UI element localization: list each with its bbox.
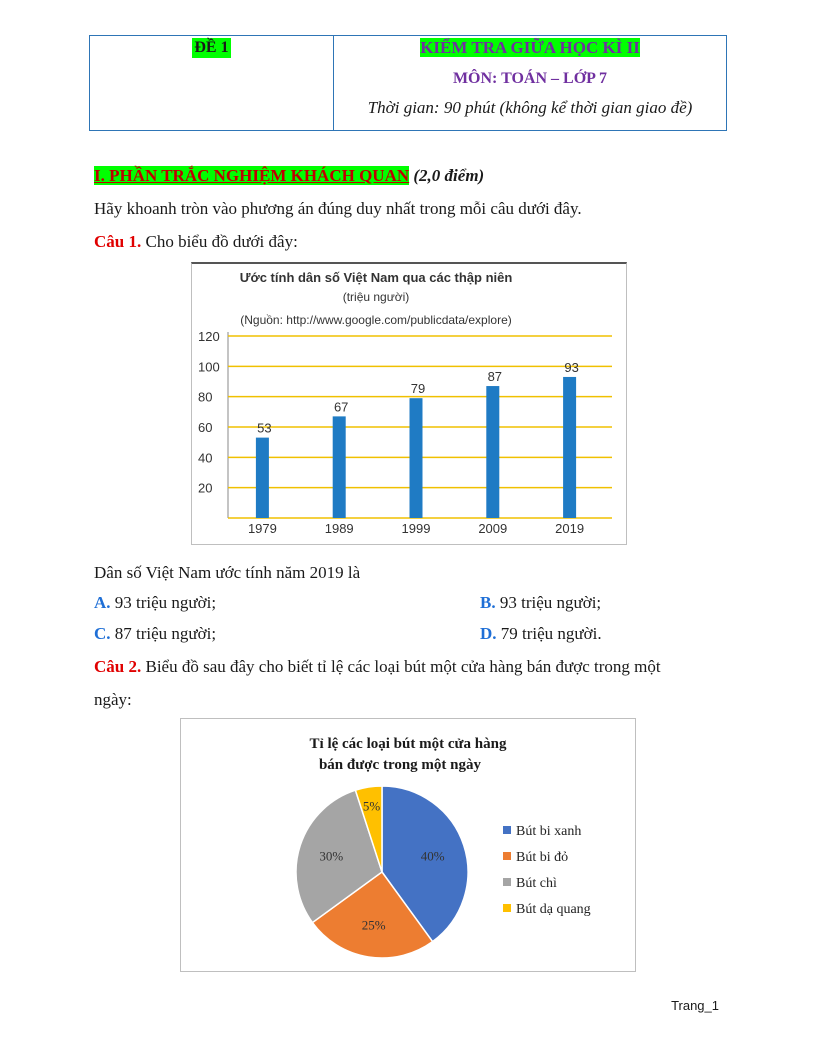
exam-title — [334, 38, 726, 58]
legend-label: Bút chì — [516, 876, 557, 891]
bar-chart-x-tick-label: 1979 — [247, 521, 277, 536]
bar-chart-bar — [486, 386, 499, 518]
bar-chart-data-label: 79 — [410, 381, 426, 397]
exam-title-text: KIỂM TRA GIỮA HỌC KÌ II — [420, 38, 640, 57]
question-2-text-cont: ngày: — [94, 690, 132, 709]
population-bar-chart — [191, 262, 627, 545]
bar-chart-bars — [248, 360, 584, 536]
option-a[interactable] — [94, 592, 216, 614]
pie-chart-svg — [181, 719, 635, 971]
bar-chart-source: (Nguồn: http://www.google.com/publicdata/explore) — [240, 313, 512, 327]
section-points: (2,0 điểm) — [413, 166, 485, 185]
pie-chart-legend — [503, 824, 591, 917]
bar-chart-x-tick-label: 1999 — [401, 521, 431, 536]
question-1-text: Cho biểu đồ dưới đây: — [145, 232, 298, 251]
bar-chart-subtitle: (triệu người) — [342, 290, 410, 304]
pie-slice-label: 25% — [361, 917, 386, 933]
section-instruction: Hãy khoanh tròn vào phương án đúng duy nhất trong mỗi câu dưới đây. — [94, 199, 582, 218]
pie-slice-label: 5% — [362, 798, 381, 814]
pen-sales-pie-chart — [180, 718, 636, 972]
bar-chart-x-tick-label: 2009 — [478, 521, 508, 536]
bar-chart-bar — [256, 438, 269, 518]
bar-chart-y-tick-label: 120 — [198, 329, 220, 344]
bar-chart-bar — [410, 398, 423, 518]
page-number: Trang_1 — [671, 998, 719, 1013]
legend-swatch — [503, 852, 511, 860]
option-c[interactable] — [94, 623, 216, 645]
legend-swatch — [503, 904, 511, 912]
question-2 — [94, 656, 661, 678]
option-b[interactable] — [480, 592, 601, 614]
exam-subject: MÔN: TOÁN – LỚP 7 — [452, 70, 608, 87]
exam-code-cell — [90, 36, 334, 130]
option-d-label: D. — [480, 624, 497, 643]
bar-chart-data-label: 67 — [333, 399, 349, 415]
option-d-text: 79 triệu người. — [500, 624, 602, 643]
option-d[interactable] — [480, 623, 602, 645]
pie-chart-slices — [296, 786, 468, 958]
bar-chart-title: Ước tính dân số Việt Nam qua các thập niên — [239, 270, 513, 285]
exam-code: ĐỀ 1 — [194, 39, 229, 56]
bar-chart-x-tick-label: 1989 — [324, 521, 354, 536]
pie-slice-label: 30% — [319, 848, 344, 864]
pie-slice-label: 40% — [420, 848, 445, 864]
question-1 — [94, 231, 298, 253]
legend-swatch — [503, 826, 511, 834]
legend-label: Bút bi xanh — [516, 824, 582, 839]
exam-duration: Thời gian: 90 phút (không kể thời gian giao đề) — [367, 98, 693, 117]
bar-chart-svg — [192, 264, 626, 545]
question-2-text: Biểu đồ sau đây cho biết tỉ lệ các loại bút một cửa hàng bán được trong một — [145, 657, 661, 676]
question-1-label: Câu 1. — [94, 232, 142, 251]
bar-chart-bar — [333, 416, 346, 518]
bar-chart-y-tick-label: 20 — [198, 480, 213, 496]
exam-header-table — [89, 35, 727, 131]
bar-chart-y-tick-label: 40 — [198, 450, 213, 466]
bar-chart-data-label: 87 — [487, 369, 503, 385]
bar-chart-bar — [563, 377, 576, 518]
option-b-label: B. — [480, 593, 496, 612]
pie-chart-title-line2: bán được trong một ngày — [318, 757, 482, 773]
bar-chart-y-tick-label: 60 — [198, 420, 213, 435]
legend-label: Bút dạ quang — [516, 902, 591, 917]
bar-chart-y-tick-label: 100 — [198, 359, 220, 375]
question-1-prompt: Dân số Việt Nam ước tính năm 2019 là — [94, 563, 361, 582]
bar-chart-data-label: 93 — [564, 359, 579, 375]
exam-info-cell — [334, 36, 726, 130]
option-c-label: C. — [94, 624, 111, 643]
question-2-label: Câu 2. — [94, 657, 142, 676]
section-heading — [94, 165, 484, 187]
bar-chart-data-label: 53 — [257, 420, 272, 436]
option-b-text: 93 triệu người; — [499, 593, 602, 612]
option-a-text: 93 triệu người; — [114, 593, 217, 612]
legend-label: Bút bi đỏ — [516, 850, 569, 865]
section-title: I. PHẦN TRẮC NGHIỆM KHÁCH QUAN — [94, 166, 410, 185]
option-a-label: A. — [94, 593, 111, 612]
bar-chart-x-tick-label: 2019 — [555, 521, 585, 536]
bar-chart-y-tick-label: 80 — [198, 389, 213, 405]
legend-swatch — [503, 878, 511, 886]
pie-chart-title-line1: Tỉ lệ các loại bút một cửa hàng — [309, 736, 507, 752]
option-c-text: 87 triệu người; — [114, 624, 217, 643]
